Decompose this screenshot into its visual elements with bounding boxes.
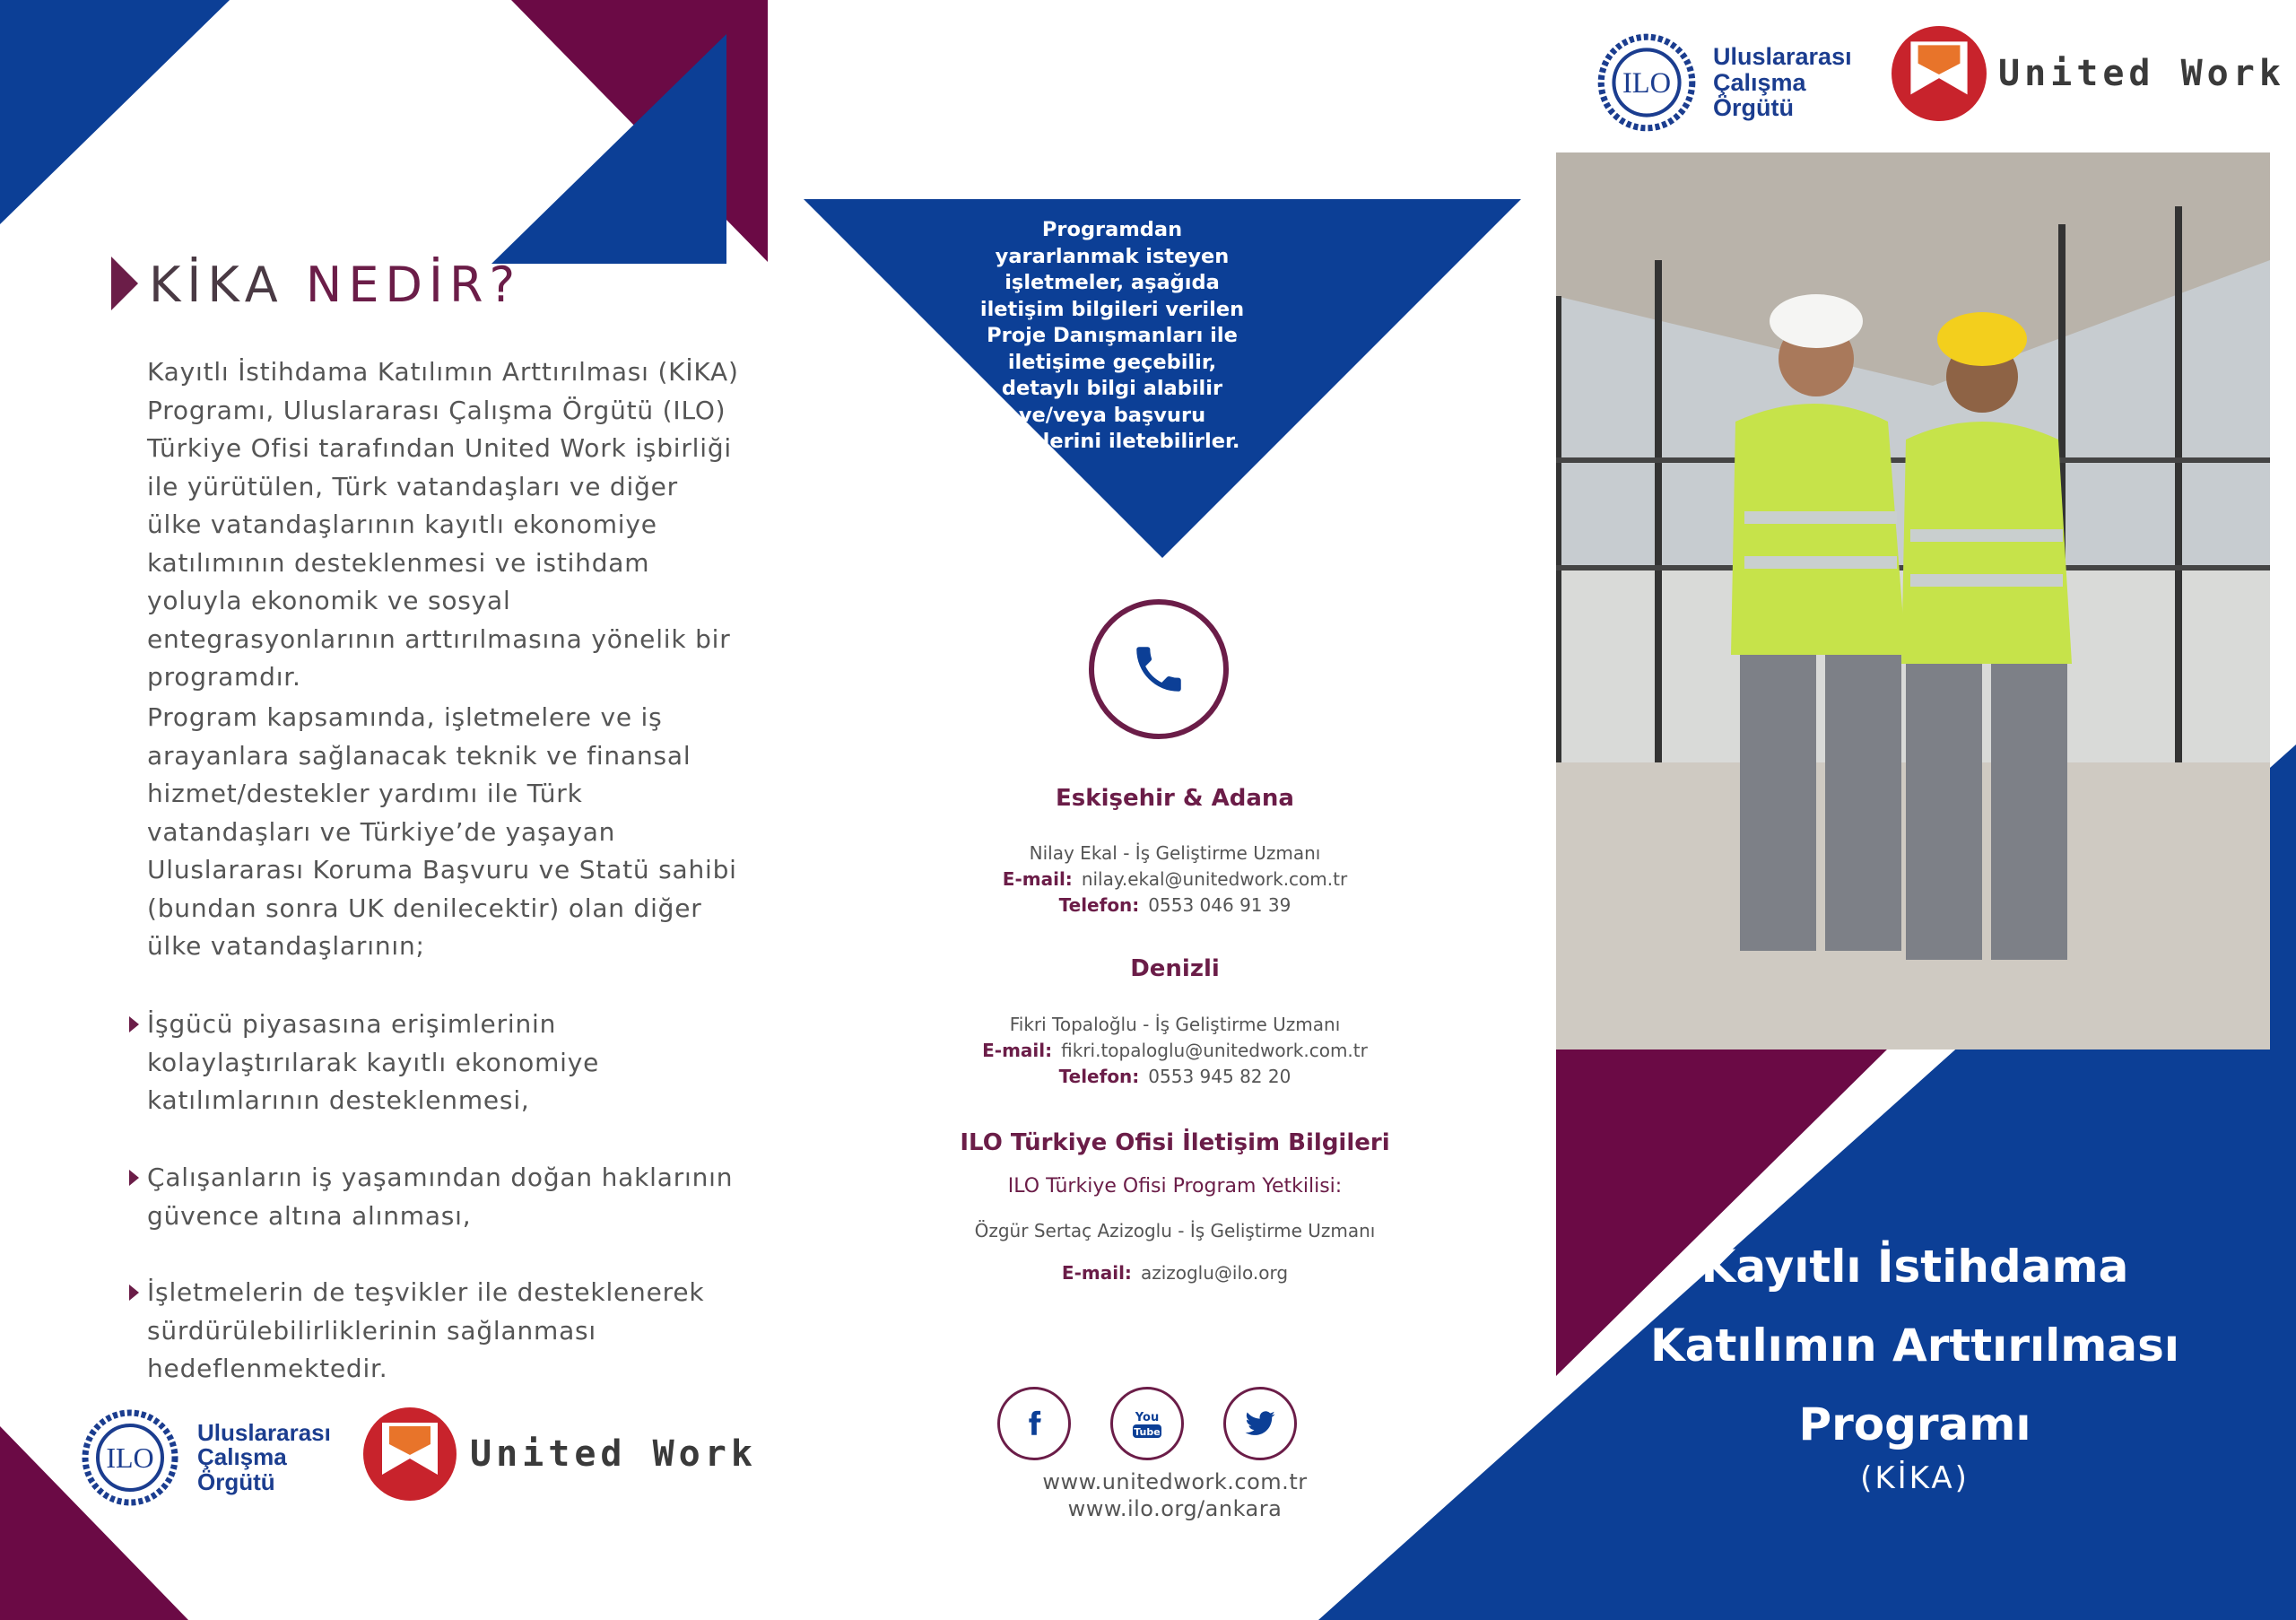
unitedwork-url[interactable]: www.unitedwork.com.tr <box>1042 1469 1308 1494</box>
intro-paragraph: Kayıtlı İstihdama Katılımın Arttırılması (KİKA) Programı, Uluslararası Çalışma Örgütü (ILO) Türkiye Ofisi tarafından United Work işbirliği ile yürütülen, Türk vatandaşları ve diğer ülke vatandaşlarının kayıtlı ekonomiye katılımının desteklenmesi ve istihdam yoluyla ekonomik ve sosyal entegrasyonlarının arttırılmasına yönelik bir programdır. <box>147 357 739 692</box>
phone-label: Telefon: <box>1058 894 1140 916</box>
heading-marker <box>111 257 138 310</box>
youtube-icon <box>1129 1406 1165 1441</box>
united-work-name: United Work <box>1998 53 2285 94</box>
region2-phone[interactable]: 0553 945 82 20 <box>1148 1066 1292 1087</box>
region2-email-row <box>933 1038 1417 1064</box>
youtube-tube: Tube <box>1134 1426 1161 1438</box>
region2-email-link[interactable]: fikri.topaloglu@unitedwork.com.tr <box>1061 1040 1368 1061</box>
united-work-logo-bottom <box>362 1407 757 1502</box>
ilo-name <box>1713 44 1852 120</box>
ilo-name-line: Uluslararası <box>1713 43 1852 71</box>
cover-title-line: Programı <box>1798 1398 2031 1450</box>
ilo-url[interactable]: www.ilo.org/ankara <box>1067 1496 1283 1521</box>
email-label: E-mail: <box>1002 868 1073 890</box>
ilo-name-line: Çalışma <box>1713 68 1806 96</box>
scope-paragraph: Program kapsamında, işletmelere ve iş arayanlara sağlanacak teknik ve finansal hizmet/destekler yardımı ile Türk vatandaşları ve Türkiye’de yaşayan Uluslararası Koruma Başvuru ve Statü sahibi (bundan sonra UK denilecektir) olan diğer ülke vatandaşlarının; <box>147 702 737 961</box>
bullet-marker <box>129 1016 139 1032</box>
bullet-text: İşgücü piyasasına erişimlerinin kolaylaştırılarak kayıtlı ekonomiye katılımlarının desteklenmesi, <box>147 1009 600 1115</box>
region1-email-link[interactable]: nilay.ekal@unitedwork.com.tr <box>1081 868 1348 890</box>
region1-email-row <box>933 867 1417 893</box>
ilo-contact-subtitle: ILO Türkiye Ofisi Program Yetkilisi: <box>1007 1175 1343 1198</box>
region1-phone[interactable]: 0553 046 91 39 <box>1148 894 1292 916</box>
twitter-button[interactable] <box>1223 1387 1297 1460</box>
united-work-emblem-icon <box>362 1407 457 1502</box>
bullet-text: Çalışanların iş yaşamından doğan haklarının güvence altına alınması, <box>147 1163 734 1231</box>
ilo-name-line: Uluslararası <box>197 1419 331 1447</box>
triangle-info-text: Programdan yararlanmak isteyen işletmeler, aşağıda iletişim bilgileri verilen Proje Danışmanları ile iletişime geçebilir, detaylı bilgi alabilir ve/veya başvuru taleplerini iletebilirler. <box>979 218 1245 453</box>
cover-title <box>1578 1227 2251 1464</box>
cover-subtitle: (KİKA) <box>1860 1460 1970 1496</box>
bullet-item-2 <box>147 1159 757 1235</box>
email-label: E-mail: <box>1061 1262 1132 1284</box>
ilo-name-line: Örgütü <box>1713 94 1794 122</box>
ilo-seal-icon <box>72 1408 188 1507</box>
united-work-logo-top <box>1891 25 2285 122</box>
top-left-navy-triangle <box>0 0 230 224</box>
workers-photo <box>1556 152 2270 1050</box>
region1-phone-row <box>933 893 1417 919</box>
ilo-seal-text: ILO <box>1622 67 1672 100</box>
ilo-logo-bottom <box>72 1408 331 1507</box>
phone-badge <box>1089 599 1229 739</box>
united-work-name: United Work <box>470 1433 757 1475</box>
ilo-name <box>197 1421 331 1494</box>
bullet-marker <box>129 1285 139 1301</box>
ilo-email-link[interactable]: azizoglu@ilo.org <box>1140 1262 1289 1284</box>
region-denizli-title: Denizli <box>1130 955 1220 982</box>
bullet-item-3 <box>147 1274 757 1389</box>
youtube-button[interactable] <box>1110 1387 1184 1460</box>
region-eskisehir-adana-title: Eskişehir & Adana <box>1056 785 1294 812</box>
facebook-button[interactable] <box>997 1387 1071 1460</box>
bullet-text: İşletmelerin de teşvikler ile desteklenerek sürdürülebilirliklerinin sağlanması hedeflenmektedir. <box>147 1277 705 1383</box>
region2-phone-row <box>933 1064 1417 1090</box>
ilo-name-line: Çalışma <box>197 1443 287 1471</box>
bullet-item-1 <box>147 1006 757 1120</box>
ilo-contact-title: ILO Türkiye Ofisi İletişim Bilgileri <box>960 1129 1390 1156</box>
region1-person: Nilay Ekal - İş Geliştirme Uzmanı <box>1029 842 1321 864</box>
heading-dark: NEDİR? <box>305 257 522 313</box>
united-work-emblem-icon <box>1891 25 1987 122</box>
ilo-person: Özgür Sertaç Azizoglu - İş Geliştirme Uzmanı <box>974 1220 1376 1241</box>
youtube-you: You <box>1135 1411 1160 1424</box>
cover-title-line: Katılımın Arttırılması <box>1649 1320 2179 1372</box>
ilo-seal-icon <box>1587 32 1706 133</box>
page-heading <box>149 257 521 313</box>
ilo-name-line: Örgütü <box>197 1468 275 1495</box>
cover-title-line: Kayıtlı İstihdama <box>1700 1241 2129 1293</box>
phone-icon <box>1129 640 1188 699</box>
heading-light: KİKA <box>149 257 284 313</box>
facebook-icon <box>1019 1406 1049 1441</box>
phone-label: Telefon: <box>1058 1066 1140 1087</box>
twitter-icon <box>1242 1407 1278 1440</box>
bullet-marker <box>129 1170 139 1186</box>
region2-person: Fikri Topaloğlu - İş Geliştirme Uzmanı <box>1009 1014 1341 1035</box>
email-label: E-mail: <box>982 1040 1053 1061</box>
ilo-seal-text: ILO <box>106 1441 154 1474</box>
ilo-email-row <box>933 1260 1417 1286</box>
ilo-logo-top <box>1587 32 1852 133</box>
